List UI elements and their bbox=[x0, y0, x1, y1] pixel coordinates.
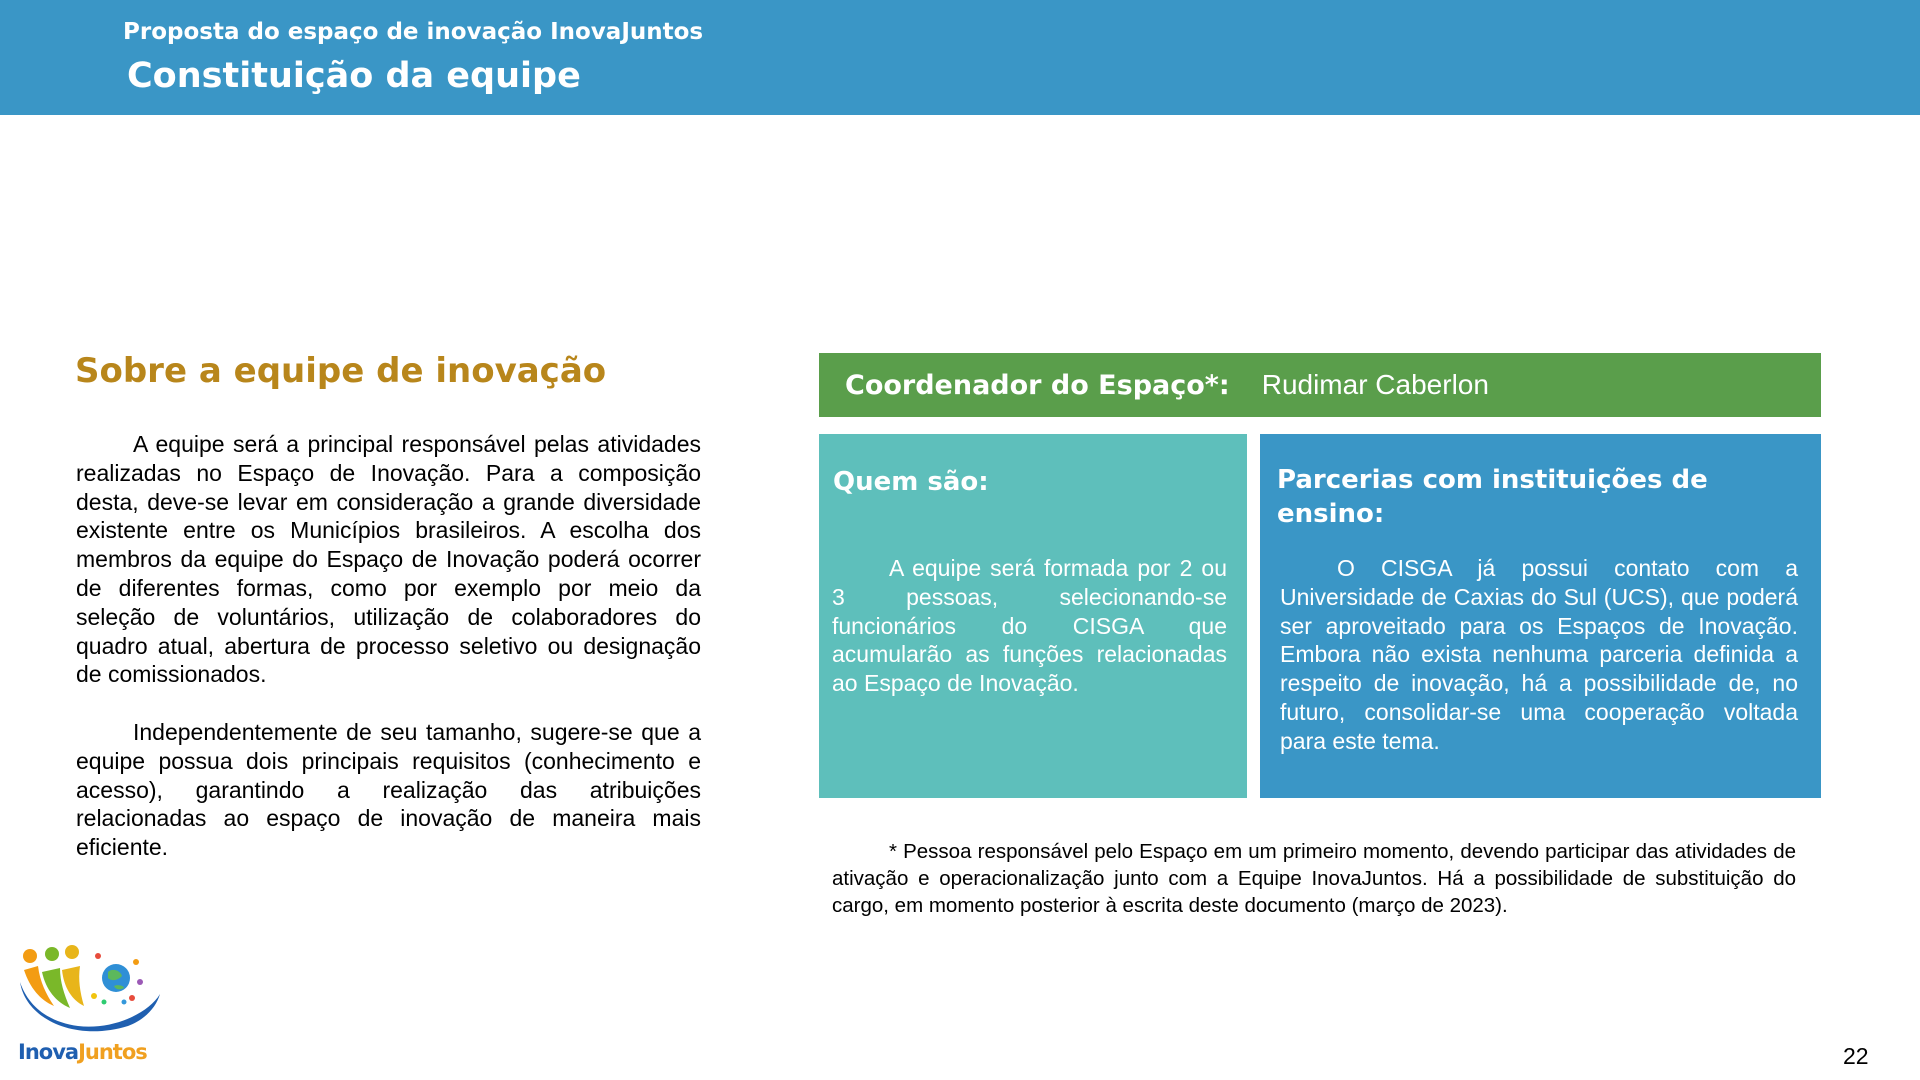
logo-word-juntos: Juntos bbox=[78, 1040, 147, 1064]
who-text bbox=[832, 554, 1227, 698]
footnote bbox=[832, 838, 1796, 919]
about-heading: Sobre a equipe de inovação bbox=[75, 351, 607, 391]
inovajuntos-logo-icon bbox=[16, 942, 164, 1042]
who-paragraph: A equipe será formada por 2 ou 3 pessoas, selecionando-se funcionários do CISGA que acumularão as funções relacionadas ao Espaço de Inovação. bbox=[832, 555, 1227, 697]
logo-word-inova: Inova bbox=[18, 1040, 79, 1064]
partnerships-paragraph: O CISGA já possui contato com a Universidade de Caxias do Sul (UCS), que poderá ser aproveitado para os Espaços de Inovação. Embora não exista nenhuma parceria definida a respeito de inovação, há a possibilidade de, no futuro, consolidar-se uma cooperação voltada para este tema. bbox=[1280, 555, 1798, 754]
footnote-text: * Pessoa responsável pelo Espaço em um primeiro momento, devendo participar das atividades de ativação e operacionalização junto com a Equipe InovaJuntos. Há a possibilidade de substituição do cargo, em momento posterior à escrita deste documento (março de 2023). bbox=[832, 840, 1796, 917]
partnerships-box bbox=[1260, 434, 1821, 798]
coordinator-name: Rudimar Caberlon bbox=[1261, 369, 1489, 400]
who-title: Quem são: bbox=[833, 467, 989, 497]
about-paragraph-2: Independentemente de seu tamanho, sugere-se que a equipe possua dois principais requisitos (conhecimento e acesso), garantindo a realização das atribuições relacionadas ao espaço de inovação de maneira mais eficiente. bbox=[76, 718, 701, 861]
partnerships-text bbox=[1280, 554, 1798, 756]
inovajuntos-logo bbox=[16, 942, 164, 1070]
header-subtitle: Proposta do espaço de inovação InovaJuntos bbox=[123, 19, 704, 45]
coordinator-label: Coordenador do Espaço*: bbox=[845, 369, 1230, 401]
header-banner bbox=[0, 0, 1920, 115]
page-title: Constituição da equipe bbox=[127, 56, 581, 96]
who-box bbox=[819, 434, 1247, 798]
about-paragraph-1: A equipe será a principal responsável pelas atividades realizadas no Espaço de Inovação. Para a composição desta, deve-se levar em consideração a grande diversidade existente entre os Municípios brasileiros. A escolha dos membros da equipe do Espaço de Inovação poderá ocorrer de diferentes formas, como por exemplo por meio da seleção de voluntários, utilização de colaboradores do quadro atual, abertura de processo seletivo ou designação de comissionados. bbox=[76, 431, 701, 688]
about-text bbox=[76, 430, 701, 862]
logo-wordmark bbox=[18, 1040, 147, 1064]
page-number: 22 bbox=[1843, 1043, 1869, 1069]
coordinator-bar bbox=[819, 353, 1821, 417]
partnerships-title: Parcerias com instituições de ensino: bbox=[1277, 465, 1708, 529]
